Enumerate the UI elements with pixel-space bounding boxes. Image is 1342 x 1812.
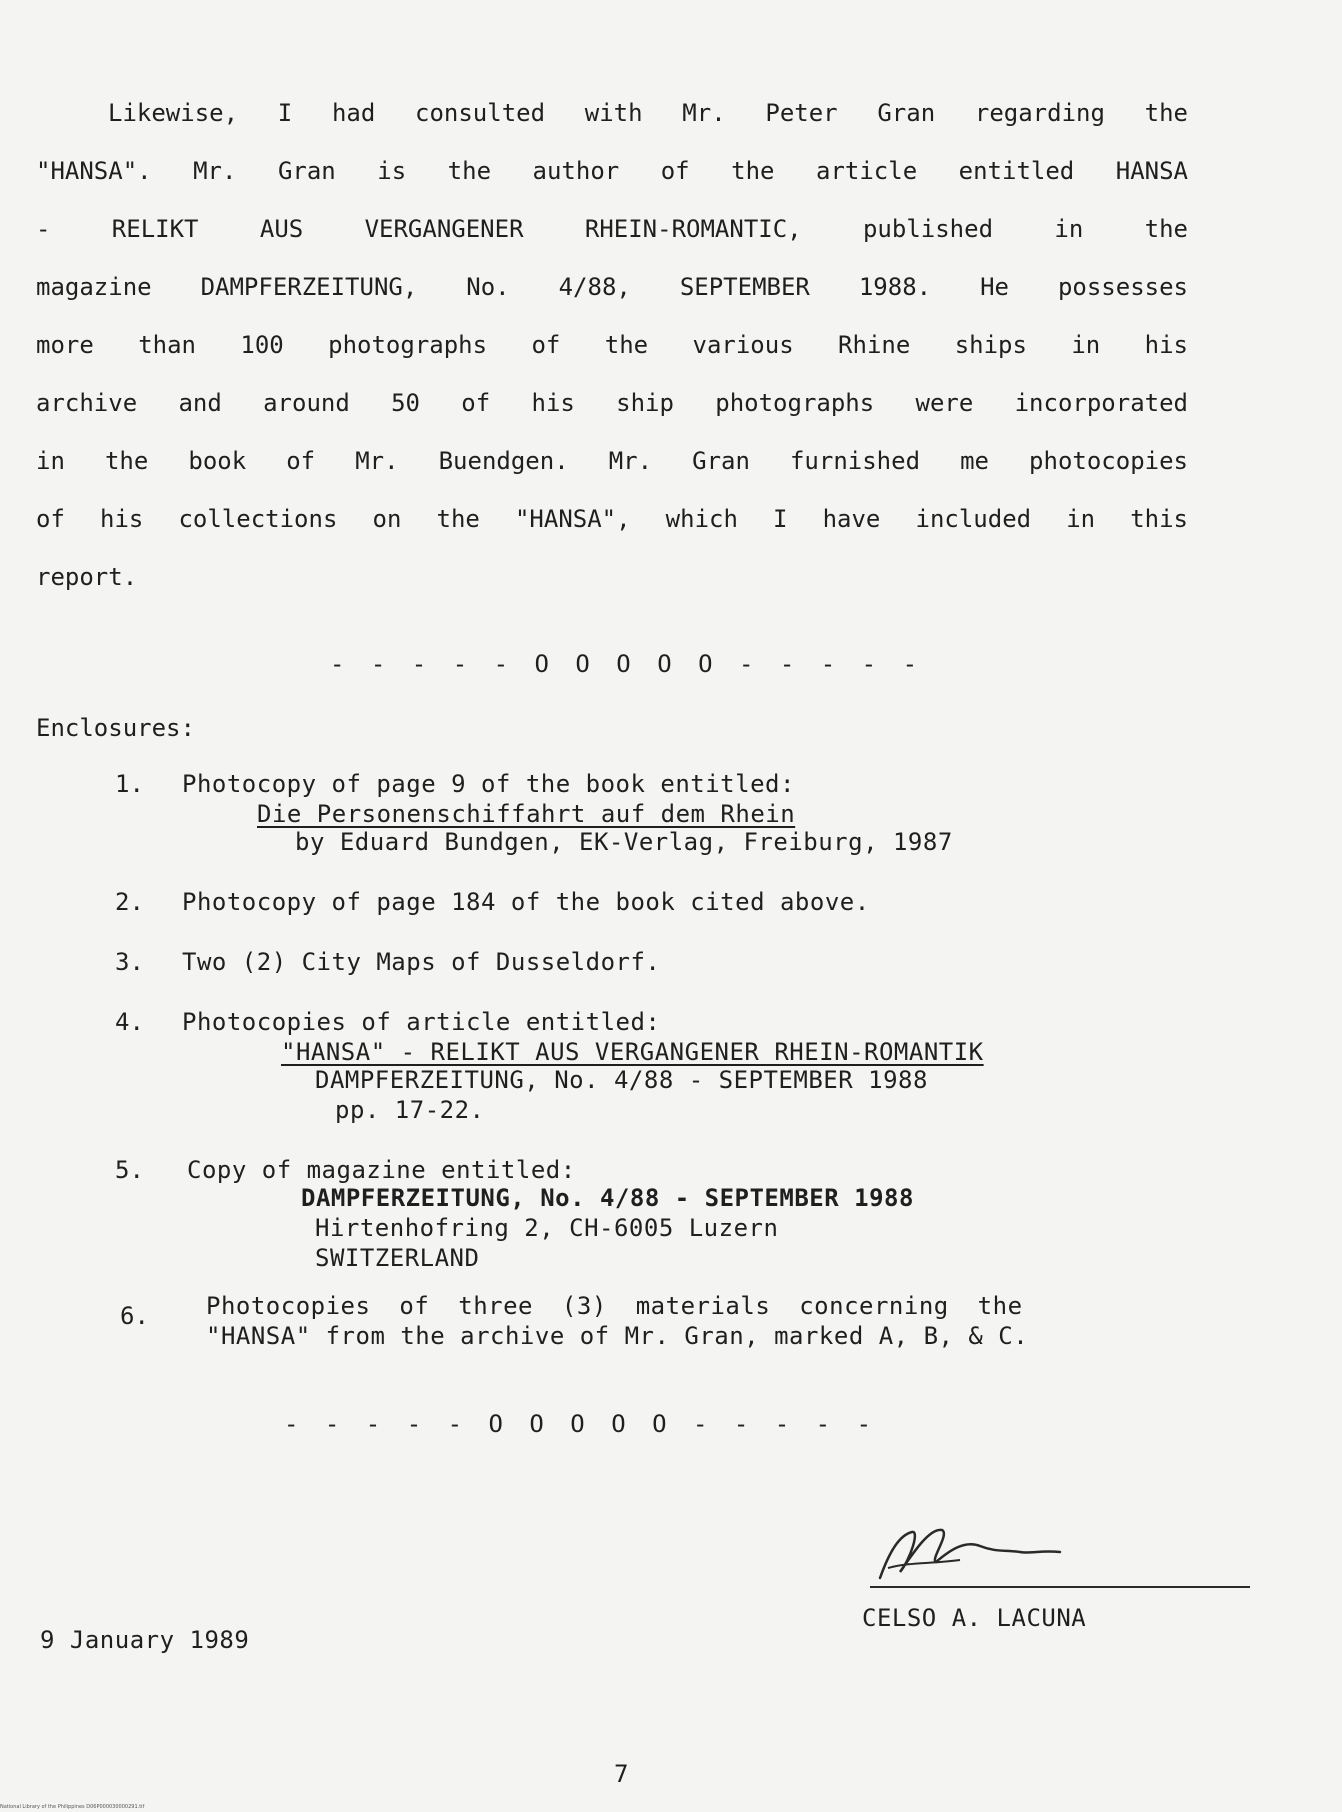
enclosure-number: 4. (115, 1008, 144, 1036)
enclosure-line: "HANSA" from the archive of Mr. Gran, marked A, B, & C. (206, 1322, 1029, 1350)
enclosure-line: Photocopy of page 184 of the book cited above. (182, 888, 870, 916)
enclosure-line: by Eduard Bundgen, EK-Verlag, Freiburg, 1987 (295, 828, 953, 856)
enclosure-number: 3. (115, 948, 144, 976)
enclosure-number: 6. (120, 1302, 149, 1330)
enclosure-line: Copy of magazine entitled: (187, 1156, 576, 1184)
paragraph-line: "HANSA". Mr. Gran is the author of the article entitled HANSA (36, 157, 1188, 185)
article-title: "HANSA" - RELIKT AUS VERGANGENER RHEIN-ROMANTIK (281, 1038, 984, 1066)
signatory-name: CELSO A. LACUNA (862, 1604, 1087, 1632)
enclosure-number: 1. (115, 770, 144, 798)
magazine-title: DAMPFERZEITUNG, No. 4/88 - SEPTEMBER 1988 (301, 1184, 914, 1212)
enclosure-line: Hirtenhofring 2, CH-6005 Luzern (315, 1214, 779, 1242)
paragraph-line: report. (36, 563, 138, 591)
enclosure-line: DAMPFERZEITUNG, No. 4/88 - SEPTEMBER 1988 (315, 1066, 928, 1094)
enclosures-heading: Enclosures: (36, 714, 195, 742)
signature-line (870, 1586, 1250, 1588)
paragraph-line: archive and around 50 of his ship photographs were incorporated (36, 389, 1188, 417)
paragraph-line: in the book of Mr. Buendgen. Mr. Gran furnished me photocopies (36, 447, 1188, 475)
paragraph-line: magazine DAMPFERZEITUNG, No. 4/88, SEPTEMBER 1988. He possesses (36, 273, 1188, 301)
enclosure-line: pp. 17-22. (335, 1096, 485, 1124)
book-title: Die Personenschiffahrt auf dem Rhein (257, 800, 796, 828)
page-number: 7 (614, 1760, 629, 1788)
enclosure-line: Photocopies of article entitled: (182, 1008, 661, 1036)
footer-credit: National Library of the Philippines D06P000030000291.tif (0, 1804, 145, 1810)
document-date: 9 January 1989 (40, 1626, 250, 1654)
paragraph-line: of his collections on the "HANSA", which I have included in this (36, 505, 1188, 533)
paragraph-line: - RELIKT AUS VERGANGENER RHEIN-ROMANTIC, published in the (36, 215, 1188, 243)
body-paragraph (36, 84, 1188, 606)
enclosure-line: Two (2) City Maps of Dusseldorf. (182, 948, 661, 976)
paragraph-line: Likewise, I had consulted with Mr. Peter Gran regarding the (108, 99, 1188, 127)
enclosure-number: 2. (115, 888, 144, 916)
enclosure-number: 5. (115, 1156, 144, 1184)
signature-mark (870, 1520, 1070, 1590)
section-separator: - - - - - O O O O O - - - - - (330, 650, 924, 678)
enclosure-line: Photocopies of three (3) materials concerning the (206, 1292, 1023, 1320)
section-separator: - - - - - O O O O O - - - - - (284, 1410, 878, 1438)
enclosure-line: SWITZERLAND (315, 1244, 480, 1272)
paragraph-line: more than 100 photographs of the various Rhine ships in his (36, 331, 1188, 359)
enclosure-line: Photocopy of page 9 of the book entitled: (182, 770, 795, 798)
